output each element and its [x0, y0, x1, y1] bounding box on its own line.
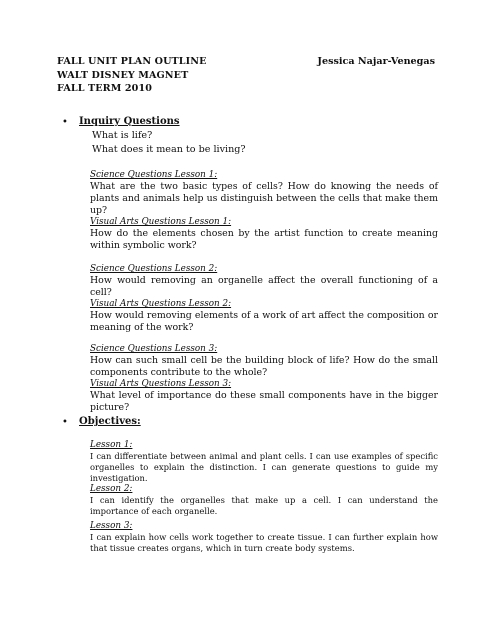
- objective-text: I can identify the organelles that make up a cell. I can understand the importance of each organelle.: [90, 495, 438, 516]
- objective-text: I can differentiate between animal and plant cells. I can use examples of specific organelles to explain the distinction. I can generate questions to guide my investigation.: [90, 451, 438, 483]
- science-label: Science Questions Lesson 1:: [90, 170, 218, 180]
- art-text: How do the elements chosen by the artist function to create meaning within symbolic work?: [90, 228, 438, 251]
- science-label: Science Questions Lesson 3:: [90, 344, 218, 354]
- science-text: What are the two basic types of cells? How do knowing the needs of plants and animals help us distinguish between the cells that make them up?: [90, 181, 438, 216]
- objective-label: Lesson 2:: [90, 484, 133, 494]
- objective-label: Lesson 3:: [90, 521, 133, 531]
- science-text: How can such small cell be the building block of life? How do the small components contribute to the whole?: [90, 355, 438, 378]
- objectives-title: Objectives:: [79, 416, 141, 427]
- lesson-3-questions: [90, 344, 438, 414]
- lesson-2-questions: [90, 264, 438, 334]
- art-text: How would removing elements of a work of art affect the composition or meaning of the work?: [90, 310, 438, 333]
- objectives-bullet: •: [62, 417, 68, 428]
- science-label: Science Questions Lesson 2:: [90, 264, 218, 274]
- objective-label: Lesson 1:: [90, 440, 133, 450]
- plan-title: FALL UNIT PLAN OUTLINE: [57, 56, 207, 67]
- lesson-1-questions: [90, 170, 438, 252]
- art-text: What level of importance do these small components have in the bigger picture?: [90, 390, 438, 413]
- science-text: How would removing an organelle affect the overall functioning of a cell?: [90, 275, 438, 298]
- art-label: Visual Arts Questions Lesson 1:: [90, 217, 232, 227]
- inquiry-question-2: What does it mean to be living?: [92, 144, 246, 155]
- art-label: Visual Arts Questions Lesson 3:: [90, 379, 232, 389]
- school-name: WALT DISNEY MAGNET: [57, 70, 189, 81]
- objective-text: I can explain how cells work together to create tissue. I can further explain how that tissue creates organs, which in turn create body systems.: [90, 532, 438, 553]
- inquiry-title: Inquiry Questions: [79, 116, 180, 127]
- art-label: Visual Arts Questions Lesson 2:: [90, 299, 232, 309]
- objective-lesson-3: [90, 521, 438, 554]
- inquiry-bullet: •: [62, 117, 68, 128]
- inquiry-question-1: What is life?: [92, 130, 153, 141]
- term-name: FALL TERM 2010: [57, 83, 153, 94]
- objective-lesson-1: [90, 440, 438, 484]
- objective-lesson-2: [90, 484, 438, 517]
- author-name: Jessica Najar-Venegas: [317, 56, 435, 67]
